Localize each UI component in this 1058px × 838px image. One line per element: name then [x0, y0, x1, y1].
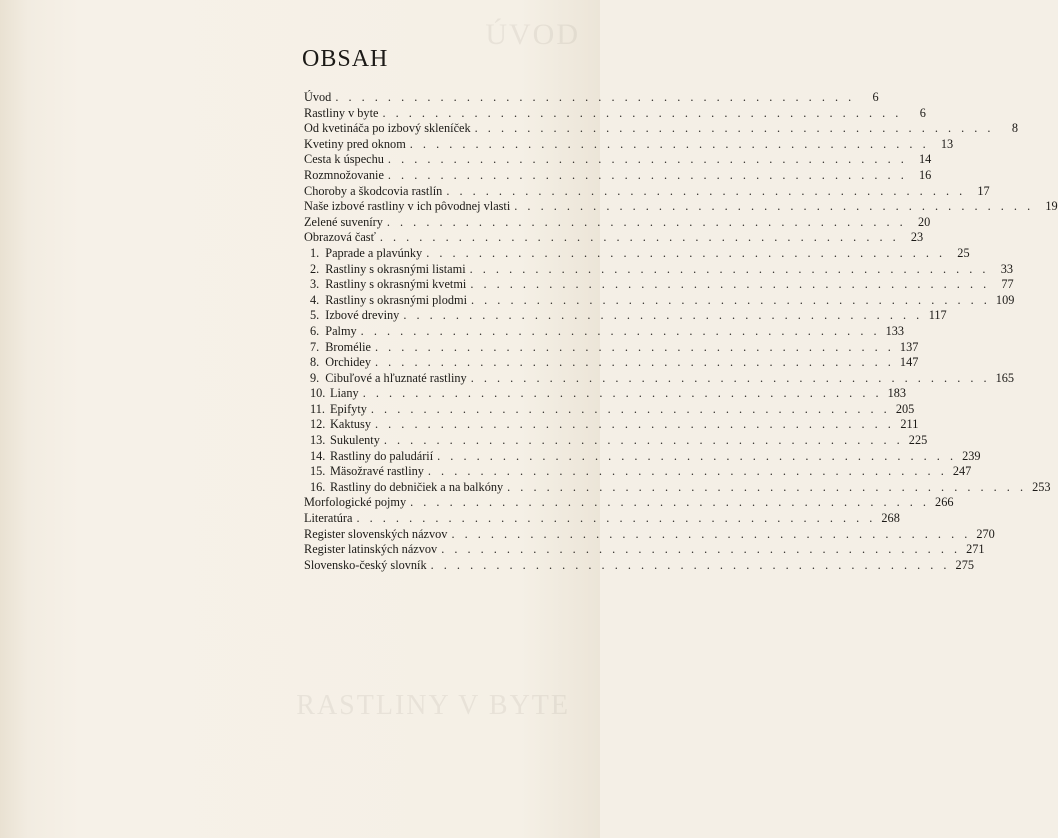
toc-entry-label: Rastliny do paludárií: [330, 448, 434, 463]
toc-leader-dots: . . . . . . . . . . . . . . . . . . . . . . . . . . . . . . . . . . . . . . . .: [375, 339, 895, 354]
toc-leader-dots: . . . . . . . . . . . . . . . . . . . . . . . . . . . . . . . . . . . . . . . .: [360, 323, 881, 338]
toc-entry-page: 270: [976, 526, 995, 541]
toc-entry-page: 239: [962, 448, 981, 463]
toc-entry-page: 77: [1001, 277, 1014, 292]
toc-entry-page: 33: [1000, 261, 1013, 276]
toc-entry-label: Kaktusy: [330, 417, 371, 432]
toc-leader-dots: . . . . . . . . . . . . . . . . . . . . . . . . . . . . . . . . . . . . . . . .: [375, 355, 895, 370]
toc-entry-label: Obrazová časť: [304, 230, 376, 245]
toc-leader-dots: . . . . . . . . . . . . . . . . . . . . . . . . . . . . . . . . . . . . . . . .: [403, 308, 923, 323]
toc-entry-number: 15.: [310, 464, 326, 479]
toc-leader-dots: . . . . . . . . . . . . . . . . . . . . . . . . . . . . . . . . . . . . . . . .: [386, 214, 907, 229]
toc-entry-label: Literatúra: [304, 511, 353, 526]
toc-entry-page: 253: [1032, 479, 1051, 494]
toc-leader-dots: . . . . . . . . . . . . . . . . . . . . . . . . . . . . . . . . . . . . . . . .: [427, 464, 948, 479]
toc-leader-dots: . . . . . . . . . . . . . . . . . . . . . . . . . . . . . . . . . . . . . . . .: [335, 90, 855, 104]
toc-entry-label: Cesta k úspechu: [304, 152, 384, 167]
toc-entry-label: Cibuľové a hľuznaté rastliny: [325, 370, 467, 385]
toc-entry-page: 6: [919, 105, 926, 120]
toc-entry: [304, 542, 985, 558]
toc-entry: [304, 433, 928, 449]
toc-entry-page: 117: [928, 308, 947, 323]
toc-entry-page: 225: [908, 433, 928, 448]
toc-entry-page: 275: [955, 557, 974, 572]
toc-entry-label: Rastliny s okrasnými kvetmi: [325, 277, 467, 292]
toc-entry-page: 109: [995, 292, 1015, 307]
toc-entry: [304, 230, 924, 246]
toc-entry: [304, 370, 1015, 387]
toc-entry: [304, 199, 1058, 215]
toc-entry: [304, 495, 954, 511]
toc-entry-label: Register slovenských názvov: [304, 526, 448, 541]
toc-entry-label: Slovensko-český slovník: [304, 557, 427, 572]
toc-leader-dots: . . . . . . . . . . . . . . . . . . . . . . . . . . . . . . . . . . . . . . . .: [409, 136, 930, 151]
toc-leader-dots: . . . . . . . . . . . . . . . . . . . . . . . . . . . . . . . . . . . . . . . .: [514, 199, 1034, 214]
toc-entry-number: 5.: [310, 308, 320, 323]
toc-entry-label: Paprade a plavúnky: [325, 245, 423, 260]
toc-entry-label: Register latinských názvov: [304, 542, 438, 557]
toc-entry-label: Rozmnožovanie: [304, 167, 384, 182]
toc-entry-number: 16.: [310, 479, 326, 494]
toc-entry: [304, 292, 1015, 309]
toc-entry: [304, 121, 1019, 137]
toc-entry-number: 3.: [310, 277, 320, 292]
toc-entry: [304, 323, 905, 340]
toc-entry-number: 9.: [310, 370, 320, 385]
toc-entry-page: 266: [935, 495, 954, 510]
toc-entry-number: 1.: [310, 245, 320, 260]
toc-entry-page: 23: [910, 230, 924, 245]
toc-entry: [304, 167, 932, 184]
toc-leader-dots: . . . . . . . . . . . . . . . . . . . . . . . . . . . . . . . . . . . . . . . .: [410, 495, 930, 510]
toc-entry: [304, 339, 919, 356]
toc-entry-label: Kvetiny pred oknom: [304, 136, 406, 151]
toc-leader-dots: . . . . . . . . . . . . . . . . . . . . . . . . . . . . . . . . . . . . . . . .: [387, 152, 908, 167]
toc-entry-page: 137: [899, 339, 919, 354]
toc-leader-dots: . . . . . . . . . . . . . . . . . . . . . . . . . . . . . . . . . . . . . . . .: [437, 448, 957, 463]
toc-entry: [304, 183, 990, 200]
toc-entry-label: Zelené suveníry: [304, 214, 383, 229]
toc-entry: [304, 214, 931, 231]
toc-entry-label: Epifyty: [330, 401, 367, 416]
toc-leader-dots: . . . . . . . . . . . . . . . . . . . . . . . . . . . . . . . . . . . . . . . .: [387, 167, 908, 182]
toc-entry: [304, 479, 1051, 496]
toc-entry-label: Liany: [330, 386, 359, 401]
toc-entry-page: 20: [917, 214, 931, 229]
toc-entry: [304, 136, 954, 153]
toc-entry-number: 14.: [310, 448, 326, 463]
toc-entry-label: Izbové dreviny: [325, 308, 400, 323]
toc-entry-label: Rastliny s okrasnými plodmi: [325, 292, 467, 307]
toc-entry-page: 165: [995, 370, 1015, 385]
toc-entry-page: 205: [895, 401, 915, 416]
toc-entry-label: Palmy: [325, 323, 357, 338]
toc-entry-page: 268: [881, 511, 900, 526]
toc-entry: [304, 401, 915, 418]
toc-entry-label: Sukulenty: [330, 433, 380, 448]
toc-entry-number: 2.: [310, 261, 320, 276]
toc-leader-dots: . . . . . . . . . . . . . . . . . . . . . . . . . . . . . . . . . . . . . . . .: [430, 557, 950, 572]
toc-leader-dots: . . . . . . . . . . . . . . . . . . . . . . . . . . . . . . . . . . . . . . . .: [362, 386, 883, 401]
toc-entry-page: 13: [940, 136, 954, 151]
toc-entry: [304, 308, 947, 324]
toc-entry-number: 12.: [310, 417, 326, 432]
toc-entry: [304, 557, 974, 574]
toc-entry-number: 10.: [310, 386, 326, 401]
toc-entry: [304, 417, 919, 433]
toc-leader-dots: . . . . . . . . . . . . . . . . . . . . . . . . . . . . . . . . . . . . . . . .: [379, 230, 900, 245]
toc-entry-page: 271: [966, 542, 985, 557]
toc-entry-page: 6: [872, 90, 879, 104]
toc-entry-page: 133: [885, 323, 905, 338]
page-title: OBSAH: [302, 46, 389, 73]
toc-leader-dots: . . . . . . . . . . . . . . . . . . . . . . . . . . . . . . . . . . . . . . . .: [446, 183, 966, 198]
toc-entry-page: 247: [952, 464, 972, 479]
toc-entry-number: 8.: [310, 355, 320, 370]
toc-entry-label: Mäsožravé rastliny: [330, 464, 424, 479]
toc-leader-dots: . . . . . . . . . . . . . . . . . . . . . . . . . . . . . . . . . . . . . . . .: [426, 245, 946, 260]
toc-leader-dots: . . . . . . . . . . . . . . . . . . . . . . . . . . . . . . . . . . . . . . . .: [471, 292, 991, 307]
toc-entry-number: 13.: [310, 433, 326, 448]
toc-leader-dots: . . . . . . . . . . . . . . . . . . . . . . . . . . . . . . . . . . . . . . . .: [469, 261, 989, 276]
toc-entry-page: 147: [899, 355, 919, 370]
toc-entry-page: 16: [918, 167, 932, 182]
toc-entry-number: 4.: [310, 292, 320, 307]
toc-entry-label: Morfologické pojmy: [304, 495, 407, 510]
bleed-through-text-mid: RASTLINY V BYTE: [296, 690, 570, 721]
toc-entry-page: 17: [977, 183, 990, 198]
toc-entry-label: Úvod: [304, 90, 332, 104]
toc-leader-dots: . . . . . . . . . . . . . . . . . . . . . . . . . . . . . . . . . . . . . . . .: [507, 479, 1027, 494]
toc-entry-page: 183: [887, 386, 907, 401]
toc-entry: [304, 355, 919, 371]
toc-entry: [304, 464, 972, 480]
toc-entry-label: Rastliny s okrasnými listami: [325, 261, 466, 276]
toc-entry: [304, 448, 981, 465]
toc-leader-dots: . . . . . . . . . . . . . . . . . . . . . . . . . . . . . . . . . . . . . . . .: [382, 105, 902, 120]
toc-entry-number: 7.: [310, 339, 320, 354]
toc-leader-dots: . . . . . . . . . . . . . . . . . . . . . . . . . . . . . . . . . . . . . . . .: [451, 526, 971, 541]
toc-entry: [304, 90, 879, 106]
toc-entry-label: Orchidey: [325, 355, 371, 370]
toc-entry-label: Rastliny v byte: [304, 105, 379, 120]
toc-leader-dots: . . . . . . . . . . . . . . . . . . . . . . . . . . . . . . . . . . . . . . . .: [474, 121, 995, 136]
toc-entry: [304, 511, 900, 527]
toc-entry-label: Naše izbové rastliny v ich pôvodnej vlasti: [304, 199, 511, 214]
toc-entry-page: 14: [919, 152, 932, 167]
toc-leader-dots: . . . . . . . . . . . . . . . . . . . . . . . . . . . . . . . . . . . . . . . .: [470, 370, 991, 385]
bleed-through-text-top: ÚVOD: [485, 18, 580, 51]
toc-entry: [304, 386, 907, 402]
toc-leader-dots: . . . . . . . . . . . . . . . . . . . . . . . . . . . . . . . . . . . . . . . .: [470, 277, 990, 292]
toc-leader-dots: . . . . . . . . . . . . . . . . . . . . . . . . . . . . . . . . . . . . . . . .: [370, 401, 891, 416]
toc-leader-dots: . . . . . . . . . . . . . . . . . . . . . . . . . . . . . . . . . . . . . . . .: [375, 417, 895, 432]
toc-leader-dots: . . . . . . . . . . . . . . . . . . . . . . . . . . . . . . . . . . . . . . . .: [383, 433, 904, 448]
toc-entry: [304, 261, 1013, 278]
toc-entry-label: Bromélie: [325, 339, 371, 354]
toc-leader-dots: . . . . . . . . . . . . . . . . . . . . . . . . . . . . . . . . . . . . . . . .: [441, 542, 961, 557]
toc-entry-label: Od kvetináča po izbový skleníček: [304, 121, 471, 136]
toc-entry: [304, 152, 932, 168]
toc-entry-page: 25: [957, 245, 970, 260]
toc-entry: [304, 277, 1014, 293]
toc-entry-label: Rastliny do debničiek a na balkóny: [330, 479, 504, 494]
toc-leader-dots: . . . . . . . . . . . . . . . . . . . . . . . . . . . . . . . . . . . . . . . .: [356, 511, 876, 526]
toc-entry-page: 8: [1011, 121, 1019, 136]
toc-entry-page: 211: [900, 417, 919, 432]
toc-entry-label: Choroby a škodcovia rastlín: [304, 183, 443, 198]
toc-entry: [304, 245, 970, 262]
toc-entry-page: 19: [1045, 199, 1058, 214]
toc-entry: [304, 526, 995, 543]
toc-entry-number: 6.: [310, 323, 320, 338]
toc-entry-number: 11.: [310, 401, 325, 416]
table-of-contents: [304, 90, 1058, 573]
toc-entry: [304, 105, 926, 122]
